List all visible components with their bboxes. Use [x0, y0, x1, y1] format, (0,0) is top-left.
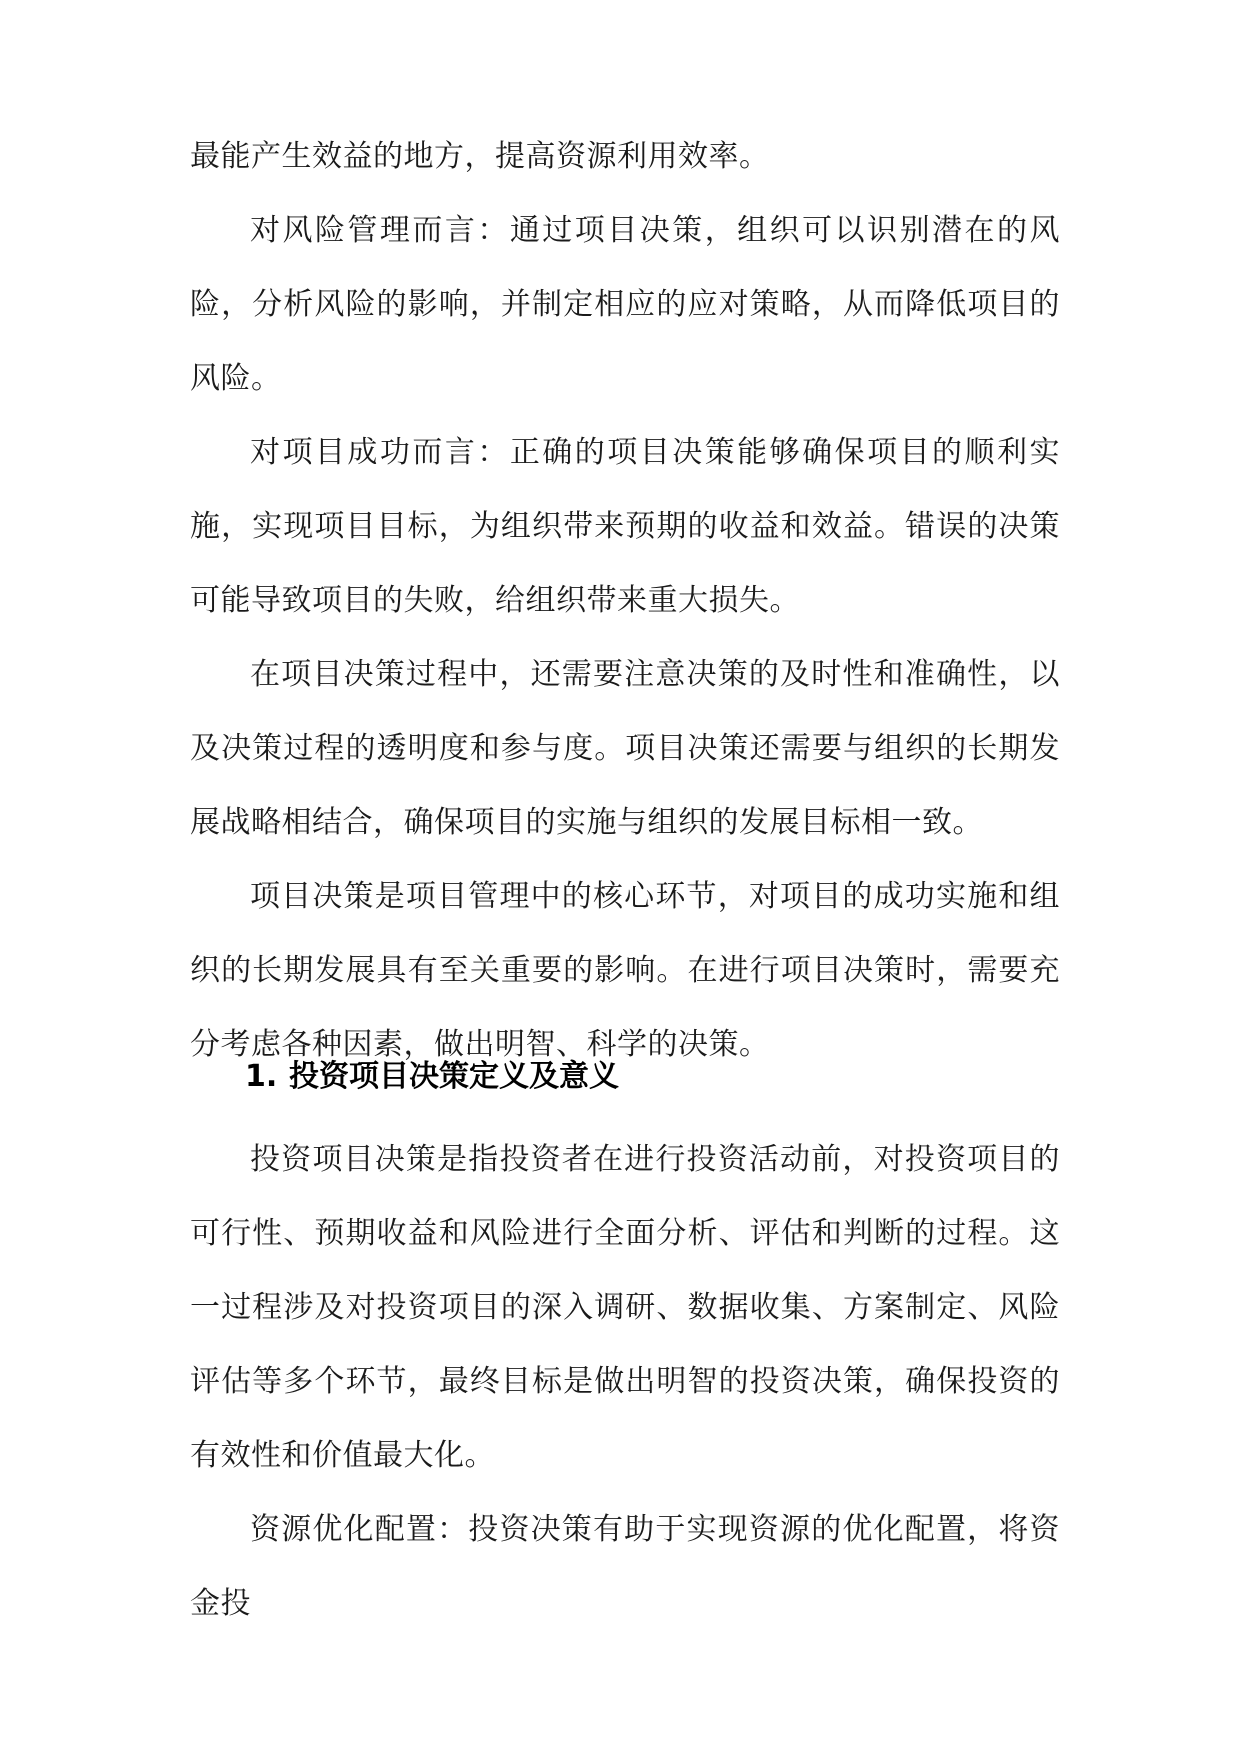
paragraph-decision-process: 在项目决策过程中，还需要注意决策的及时性和准确性，以及决策过程的透明度和参与度。项目决策还需要与组织的长期发展战略相结合，确保项目的实施与组织的发展目标相一致。	[190, 657, 1060, 840]
paragraph-investment-definition: 投资项目决策是指投资者在进行投资活动前，对投资项目的可行性、预期收益和风险进行全面分析、评估和判断的过程。这一过程涉及对投资项目的深入调研、数据收集、方案制定、风险评估等多个环节，最终目标是做出明智的投资决策，确保投资的有效性和价值最大化。	[190, 1142, 1060, 1473]
paragraph-project-success: 对项目成功而言：正确的项目决策能够确保项目的顺利实施，实现项目目标，为组织带来预期的收益和效益。错误的决策可能导致项目的失败，给组织带来重大损失。	[190, 435, 1060, 618]
section-title: 投资项目决策定义及意义	[289, 1059, 619, 1094]
paragraph-decision-summary: 项目决策是项目管理中的核心环节，对项目的成功实施和组织的长期发展具有至关重要的影响。在进行项目决策时，需要充分考虑各种因素，做出明智、科学的决策。	[190, 879, 1060, 1062]
paragraph-resource-allocation: 资源优化配置：投资决策有助于实现资源的优化配置，将资金投	[190, 1512, 1060, 1621]
body-text-upper	[190, 120, 1060, 1082]
section-heading	[245, 1057, 619, 1097]
paragraph-continuation: 最能产生效益的地方，提高资源利用效率。	[190, 139, 770, 174]
body-text-lower	[190, 1123, 1060, 1641]
paragraph-risk-management: 对风险管理而言：通过项目决策，组织可以识别潜在的风险，分析风险的影响，并制定相应的应对策略，从而降低项目的风险。	[190, 213, 1060, 396]
section-number: 1.	[245, 1059, 278, 1094]
